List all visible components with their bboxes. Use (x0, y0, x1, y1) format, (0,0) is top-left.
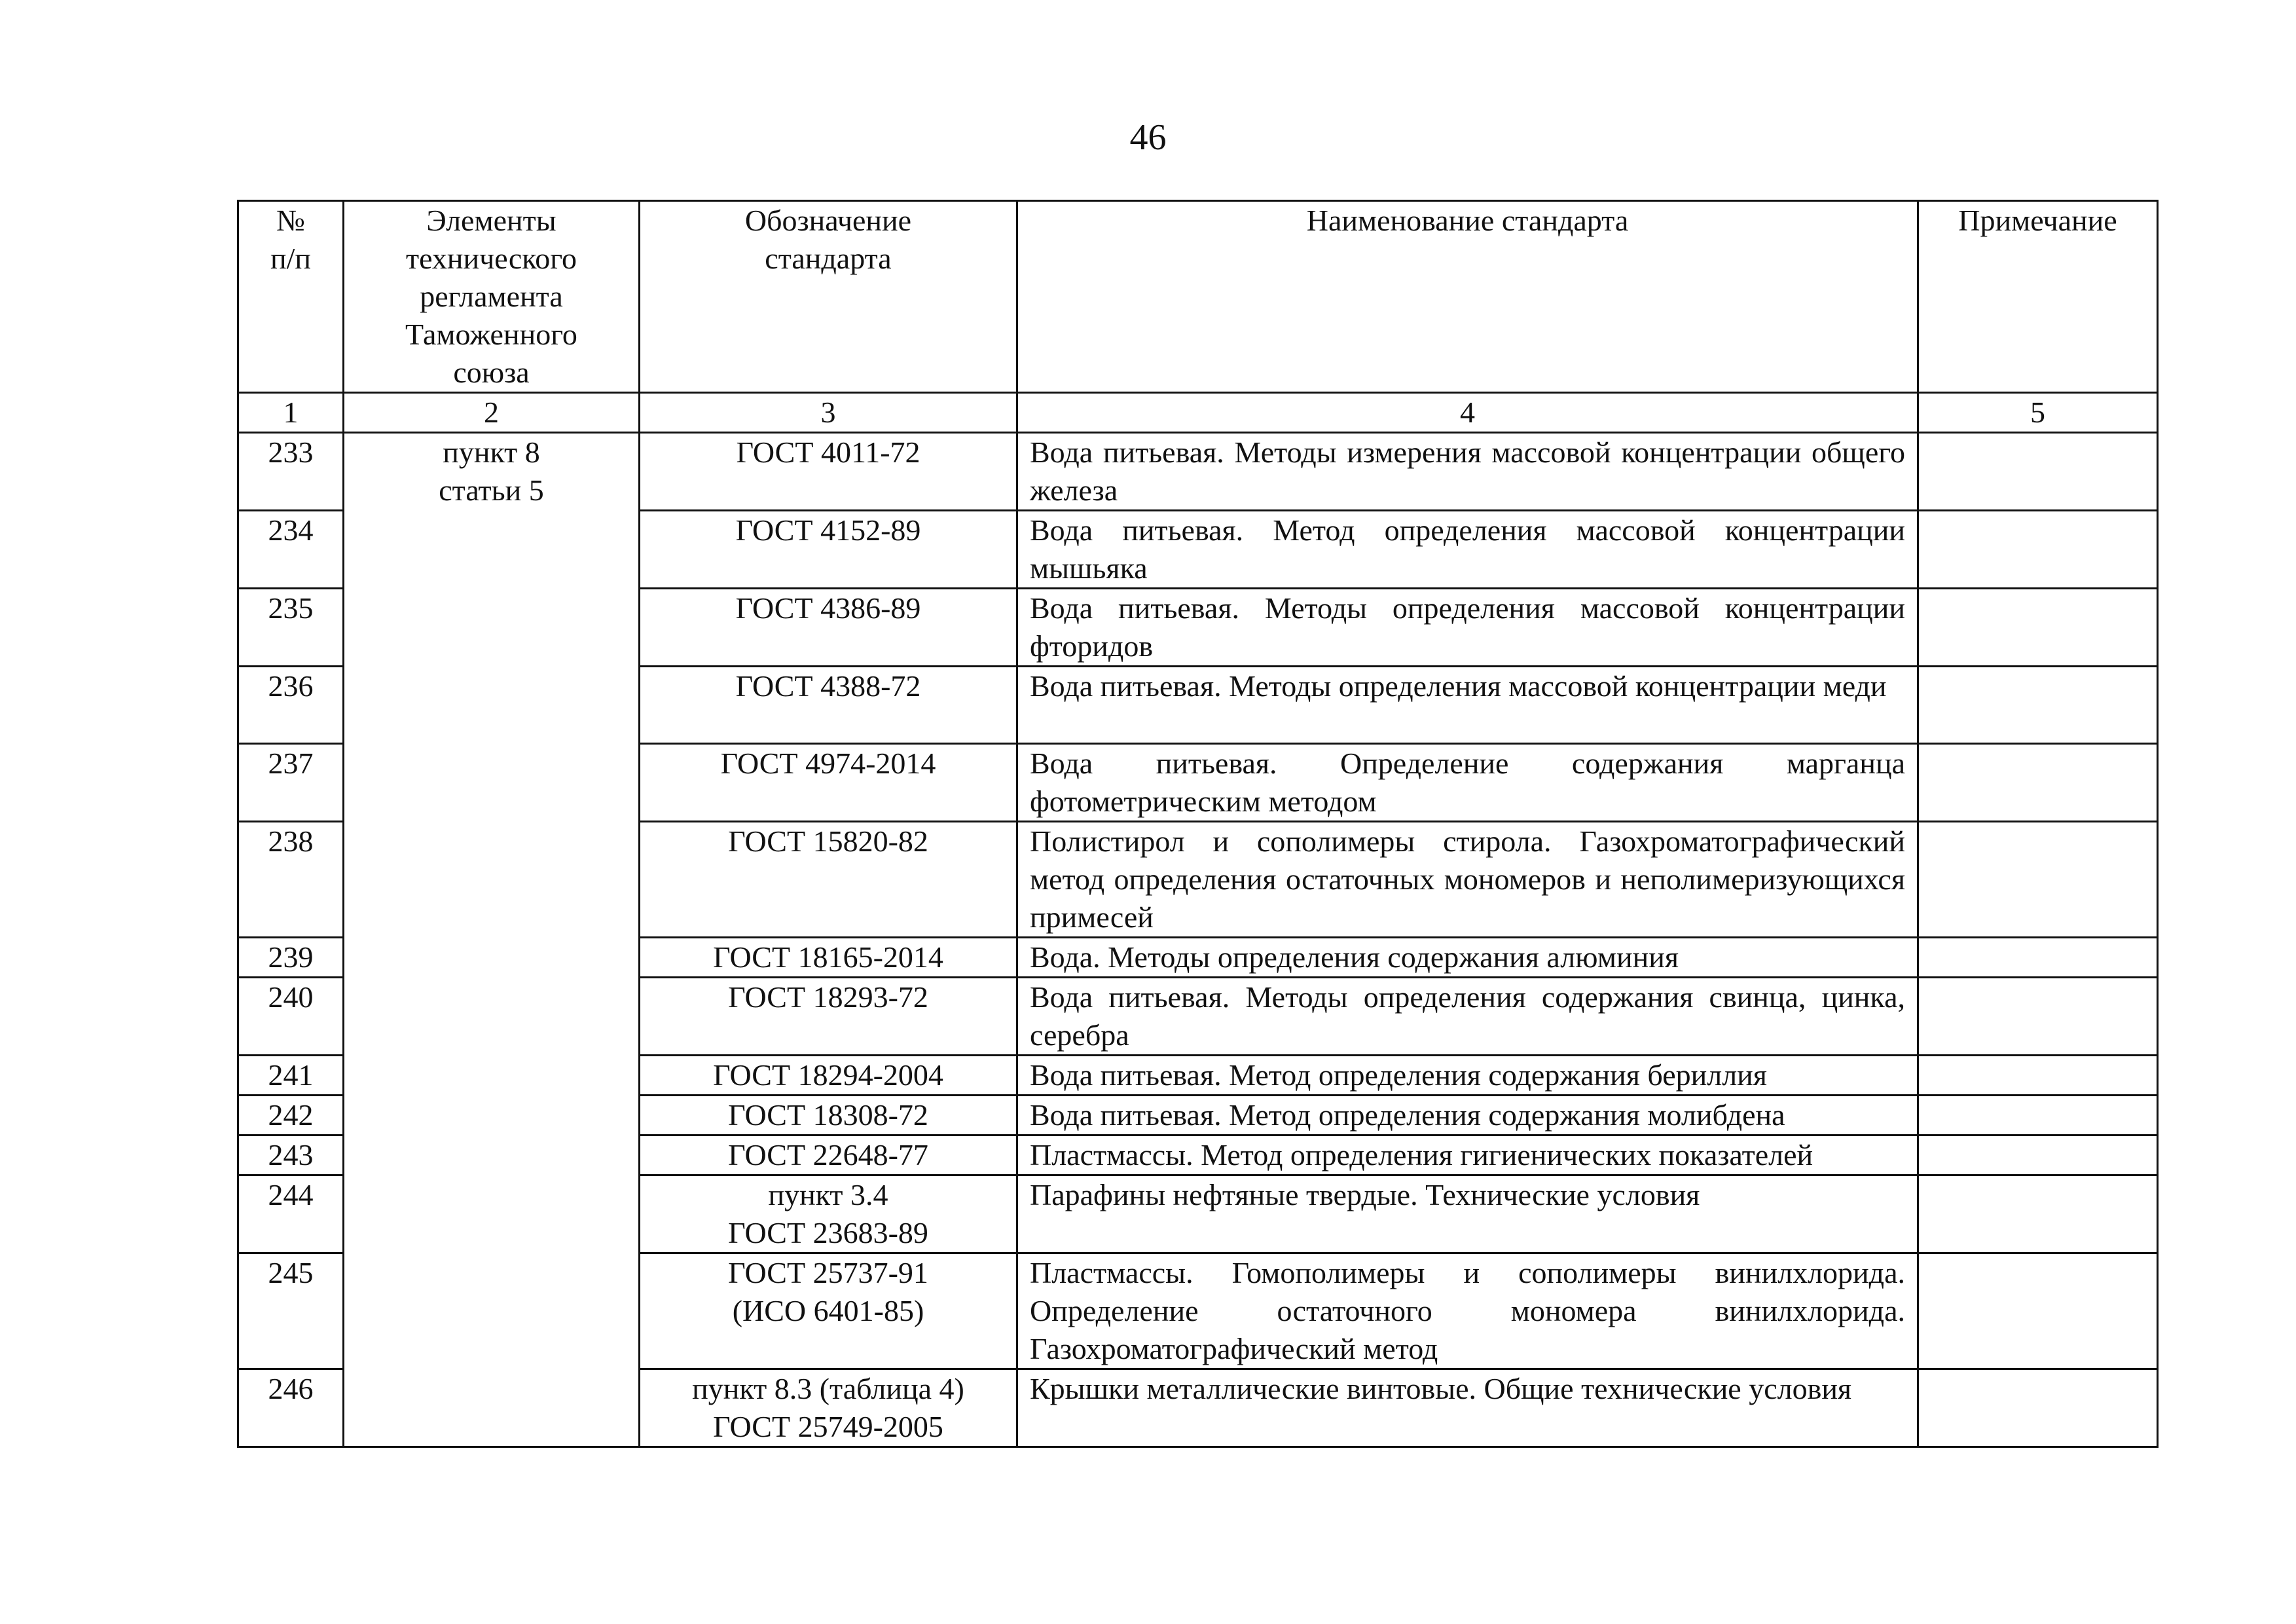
standards-table (237, 200, 2159, 1448)
standard-note (1918, 511, 2158, 589)
regulation-element-cell (344, 433, 640, 1447)
standard-name: Вода питьевая. Определение содержания марганца фотометрическим методом (1017, 744, 1918, 822)
designation-line: пункт 3.4 (768, 1178, 888, 1211)
standard-note (1918, 1096, 2158, 1135)
designation-line: (ИСО 6401-85) (732, 1294, 924, 1327)
designation-line: ГОСТ 4152-89 (735, 513, 921, 547)
row-number: 242 (238, 1096, 344, 1135)
standard-note (1918, 1369, 2158, 1447)
standard-name: Крышки металлические винтовые. Общие технические условия (1017, 1369, 1918, 1447)
standard-name: Вода питьевая. Методы определения содержания свинца, цинка, серебра (1017, 978, 1918, 1056)
header-standard-name: Наименование стандарта (1017, 201, 1918, 393)
column-number: 1 (238, 393, 344, 433)
standard-note (1918, 938, 2158, 978)
standard-note (1918, 978, 2158, 1056)
designation-line: ГОСТ 18293-72 (728, 980, 928, 1014)
page-number: 46 (1129, 117, 1167, 158)
row-number: 238 (238, 822, 344, 938)
header-designation: Обозначение стандарта (640, 201, 1017, 393)
row-number: 235 (238, 589, 344, 667)
designation-line: ГОСТ 18308-72 (728, 1098, 928, 1132)
designation-line: ГОСТ 4386-89 (735, 591, 921, 625)
standard-note (1918, 1056, 2158, 1096)
designation-line: ГОСТ 4974-2014 (720, 747, 936, 780)
standard-designation (640, 978, 1017, 1056)
designation-line: ГОСТ 4011-72 (736, 435, 920, 469)
standard-designation (640, 511, 1017, 589)
standard-designation (640, 744, 1017, 822)
designation-line: пункт 8.3 (таблица 4) (692, 1372, 964, 1405)
standard-note (1918, 822, 2158, 938)
standard-name: Пластмассы. Метод определения гигиенических показателей (1017, 1135, 1918, 1175)
standard-designation (640, 589, 1017, 667)
standard-designation (640, 433, 1017, 511)
column-number: 2 (344, 393, 640, 433)
standard-designation (640, 1369, 1017, 1447)
standard-designation (640, 1253, 1017, 1369)
designation-line: ГОСТ 15820-82 (728, 824, 928, 858)
header-number: № п/п (238, 201, 344, 393)
row-number: 240 (238, 978, 344, 1056)
standard-note (1918, 433, 2158, 511)
column-number: 4 (1017, 393, 1918, 433)
row-number: 244 (238, 1175, 344, 1253)
standard-note (1918, 1175, 2158, 1253)
column-numbers-row (238, 393, 2158, 433)
standard-designation (640, 667, 1017, 744)
row-number: 243 (238, 1135, 344, 1175)
designation-line: ГОСТ 23683-89 (728, 1216, 928, 1249)
standard-name: Парафины нефтяные твердые. Технические условия (1017, 1175, 1918, 1253)
standard-note (1918, 667, 2158, 744)
row-number: 241 (238, 1056, 344, 1096)
standard-note (1918, 1135, 2158, 1175)
standard-name: Вода питьевая. Методы измерения массовой концентрации общего железа (1017, 433, 1918, 511)
standard-designation (640, 1096, 1017, 1135)
standard-name: Пластмассы. Гомополимеры и сополимеры винилхлорида. Определение остаточного мономера винилхлорида. Газохроматографический метод (1017, 1253, 1918, 1369)
header-regulation-elements: Элементы технического регламента Таможенного союза (344, 201, 640, 393)
row-number: 246 (238, 1369, 344, 1447)
column-number: 3 (640, 393, 1017, 433)
standard-designation (640, 1175, 1017, 1253)
standard-name: Вода. Методы определения содержания алюминия (1017, 938, 1918, 978)
designation-line: ГОСТ 22648-77 (728, 1138, 928, 1172)
designation-line: ГОСТ 25749-2005 (713, 1410, 943, 1443)
standard-designation (640, 822, 1017, 938)
designation-line: ГОСТ 18165-2014 (713, 940, 943, 974)
standard-name: Вода питьевая. Методы определения массовой концентрации фторидов (1017, 589, 1918, 667)
row-number: 233 (238, 433, 344, 511)
designation-line: ГОСТ 4388-72 (735, 669, 921, 703)
row-number: 237 (238, 744, 344, 822)
standard-name: Вода питьевая. Метод определения содержания бериллия (1017, 1056, 1918, 1096)
regulation-element-line: статьи 5 (439, 473, 544, 507)
standard-designation (640, 1135, 1017, 1175)
row-number: 245 (238, 1253, 344, 1369)
regulation-element-line: пункт 8 (443, 435, 540, 469)
designation-line: ГОСТ 18294-2004 (713, 1058, 943, 1092)
standard-designation (640, 938, 1017, 978)
designation-line: ГОСТ 25737-91 (728, 1256, 928, 1289)
standard-note (1918, 1253, 2158, 1369)
row-number: 234 (238, 511, 344, 589)
standard-name: Полистирол и сополимеры стирола. Газохроматографический метод определения остаточных мономеров и неполимеризующихся примесей (1017, 822, 1918, 938)
header-row (238, 201, 2158, 393)
standard-note (1918, 744, 2158, 822)
standard-designation (640, 1056, 1017, 1096)
standard-name: Вода питьевая. Метод определения массовой концентрации мышьяка (1017, 511, 1918, 589)
standard-name: Вода питьевая. Метод определения содержания молибдена (1017, 1096, 1918, 1135)
column-number: 5 (1918, 393, 2158, 433)
row-number: 236 (238, 667, 344, 744)
row-number: 239 (238, 938, 344, 978)
standard-name: Вода питьевая. Методы определения массовой концентрации меди (1017, 667, 1918, 744)
standard-note (1918, 589, 2158, 667)
header-note: Примечание (1918, 201, 2158, 393)
table-row (238, 433, 2158, 511)
